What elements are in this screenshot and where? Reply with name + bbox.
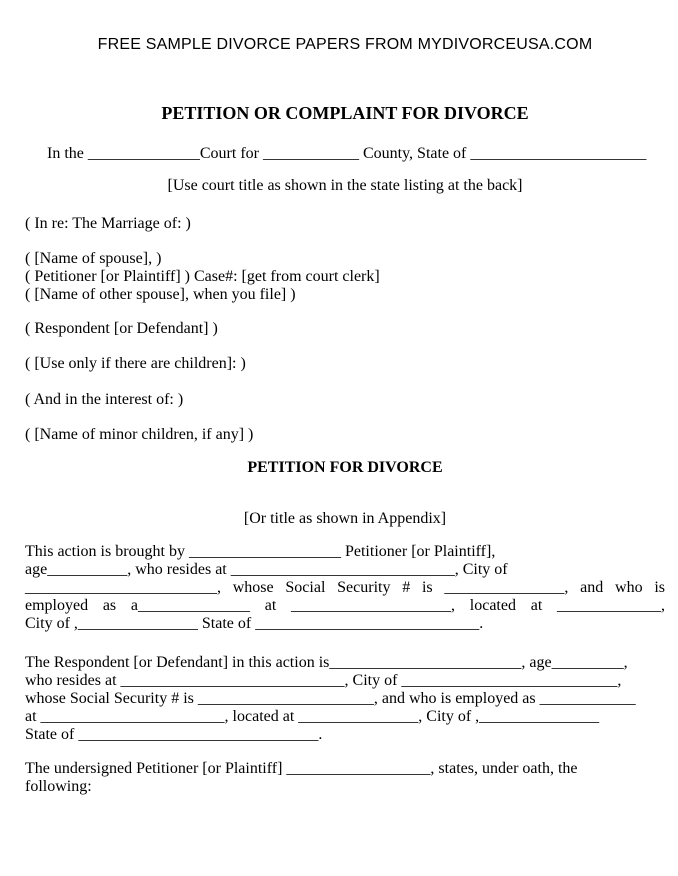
caption-line-other-spouse: ( [Name of other spouse], when you file] ) [25, 286, 296, 303]
section-subtitle-note: [Or title as shown in Appendix] [243, 510, 447, 527]
paragraph-line: State of ______________________________. [25, 726, 323, 743]
paragraph-line: City of ,_______________ State of ____________________________. [25, 615, 484, 632]
court-fill-line: In the ______________Court for ____________ County, State of ______________________ [47, 145, 647, 162]
paragraph-line: This action is brought by ___________________ Petitioner [or Plaintiff], [25, 543, 496, 560]
caption-line-minor-children: ( [Name of minor children, if any] ) [25, 426, 254, 443]
oath-paragraph [25, 760, 665, 796]
paragraph-line: following: [25, 778, 92, 795]
petitioner-paragraph [25, 543, 665, 633]
caption-line-spouse-name: ( [Name of spouse], ) [25, 250, 162, 267]
section-title: PETITION FOR DIVORCE [247, 459, 443, 476]
paragraph-line: who resides at ____________________________, City of ___________________________, [25, 672, 622, 689]
paragraph-line: The undersigned Petitioner [or Plaintiff] __________________, states, under oath, the [25, 760, 578, 777]
case-caption-block [25, 215, 665, 444]
document-title: PETITION OR COMPLAINT FOR DIVORCE [161, 103, 529, 123]
respondent-paragraph [25, 654, 665, 744]
caption-line-in-re: ( In re: The Marriage of: ) [25, 215, 191, 232]
source-header: FREE SAMPLE DIVORCE PAPERS FROM MYDIVORCEUSA.COM [97, 36, 593, 53]
paragraph-line: whose Social Security # is ______________________, and who is employed as ____________ [25, 690, 636, 707]
caption-line-petitioner: ( Petitioner [or Plaintiff] ) Case#: [get from court clerk] [25, 268, 380, 285]
paragraph-line: age__________, who resides at ____________________________, City of [25, 561, 508, 578]
court-title-note: [Use court title as shown in the state listing at the back] [167, 177, 523, 194]
caption-line-children-note: ( [Use only if there are children]: ) [25, 355, 246, 372]
caption-line-interest-of: ( And in the interest of: ) [25, 391, 184, 408]
paragraph-line: The Respondent [or Defendant] in this action is________________________, age_________, [25, 654, 628, 671]
paragraph-line: at _______________________, located at _______________, City of ,_______________ [25, 708, 600, 725]
paragraph-line: ________________________, whose Social Security # is _______________, and who is [25, 579, 665, 596]
caption-line-respondent: ( Respondent [or Defendant] ) [25, 320, 218, 337]
paragraph-line: employed as a______________ at ____________________, located at _____________, [25, 597, 665, 614]
document-page [0, 36, 678, 876]
